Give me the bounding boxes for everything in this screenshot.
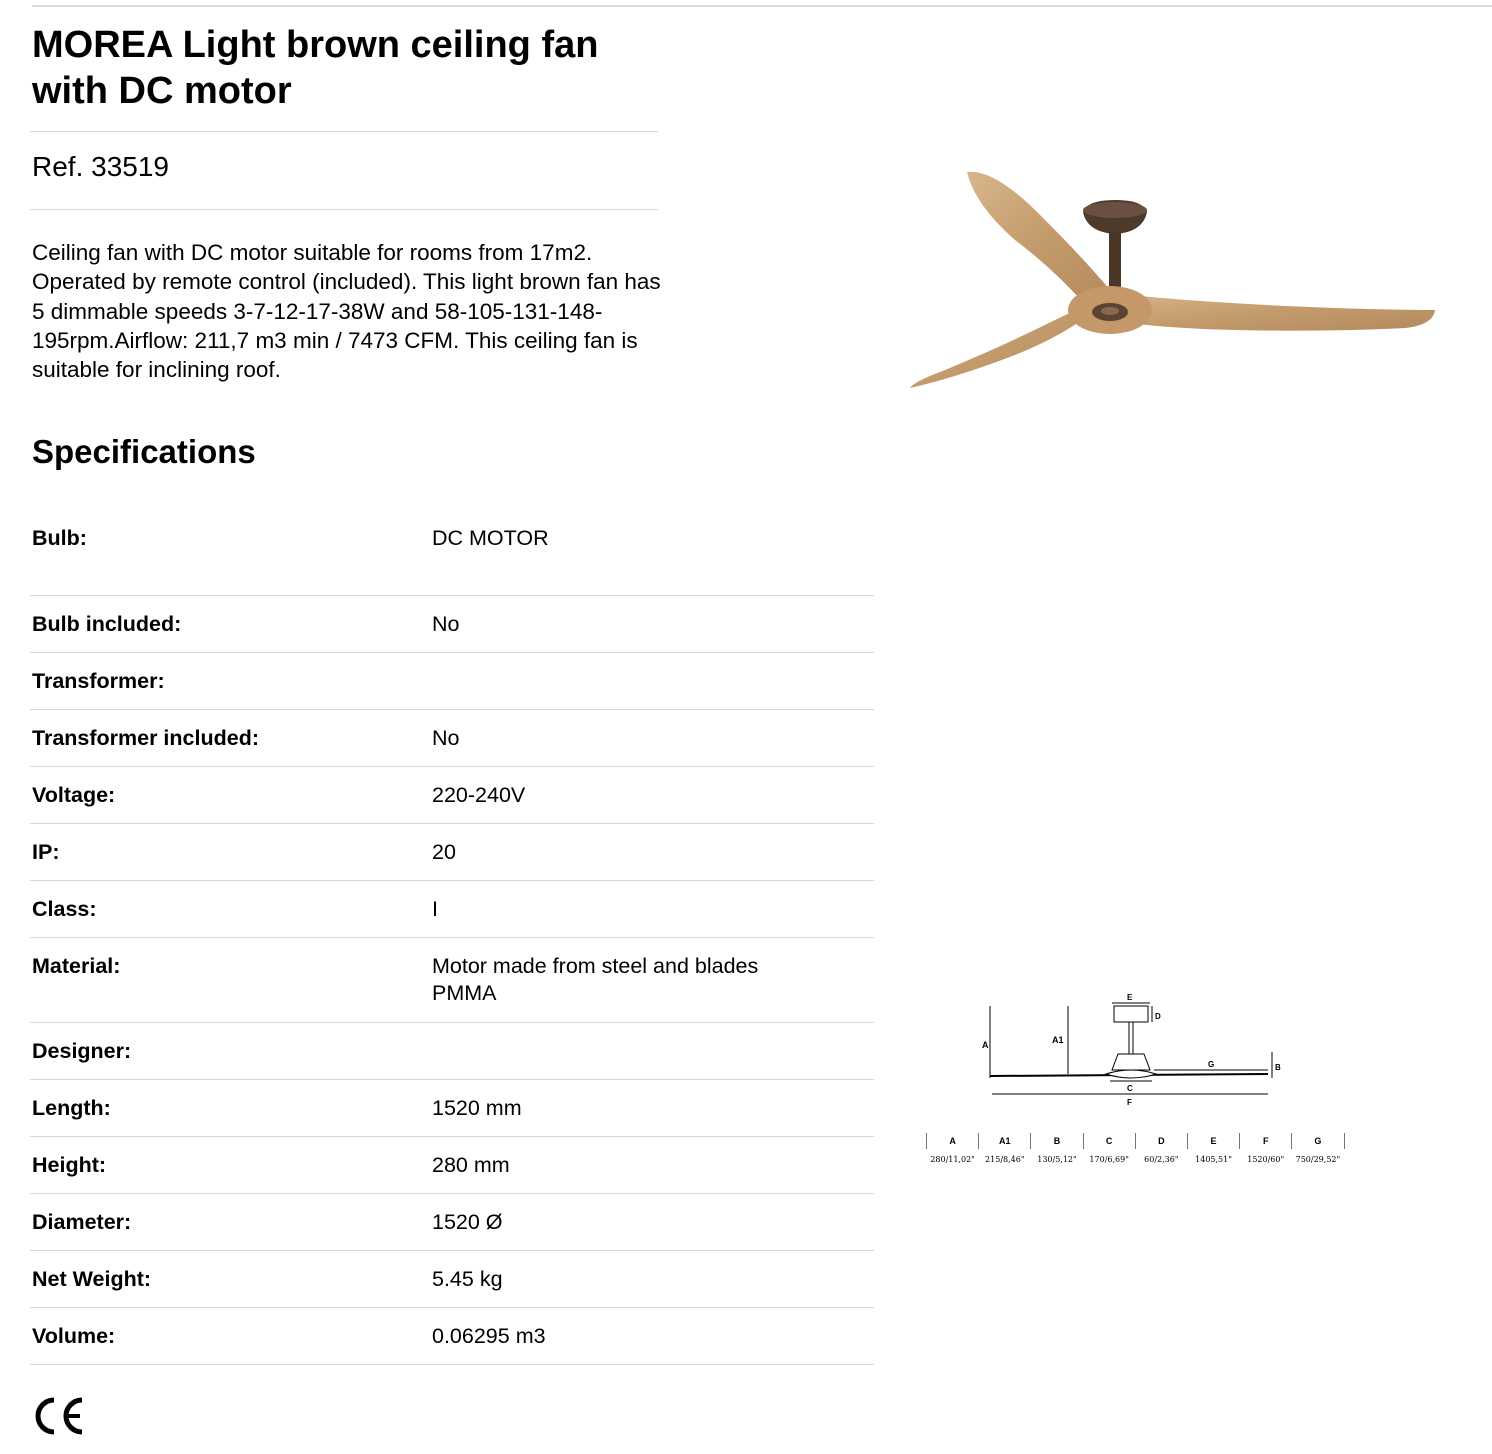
product-title: MOREA Light brown ceiling fan with DC motor [32, 24, 599, 112]
spec-value: 280 mm [432, 1153, 510, 1177]
spec-row-designer [30, 1023, 874, 1080]
spec-row-volume [30, 1308, 874, 1365]
spec-row-voltage [30, 767, 874, 824]
diagram-label-c: C [1127, 1084, 1133, 1093]
spec-label: Diameter: [32, 1210, 132, 1234]
diagram-label-e: E [1127, 993, 1133, 1002]
spec-row-net-weight [30, 1251, 874, 1308]
product-image [905, 160, 1445, 400]
spec-value: 20 [432, 840, 456, 864]
spec-label: Transformer: [32, 669, 165, 693]
spec-label: Net Weight: [32, 1267, 152, 1291]
dimension-key: F [1262, 1136, 1269, 1146]
spec-label: Transformer included: [32, 726, 259, 750]
diagram-label-b: B [1275, 1063, 1281, 1072]
spec-value: 5.45 kg [432, 1267, 503, 1291]
dimension-value: 280/11,02" [930, 1155, 975, 1164]
diagram-label-g: G [1208, 1060, 1215, 1069]
divider [30, 131, 658, 132]
dimension-cell [1187, 1133, 1239, 1164]
specifications-heading: Specifications [32, 433, 256, 470]
spec-label: Volume: [32, 1324, 116, 1348]
dimension-cell [926, 1133, 978, 1164]
spec-label: Designer: [32, 1039, 132, 1063]
spec-row-length [30, 1080, 874, 1137]
diagram-label-a: A [982, 1040, 989, 1050]
spec-row-bulb-included [30, 596, 874, 653]
dimension-key: A [949, 1136, 956, 1146]
dimension-key: E [1210, 1136, 1217, 1146]
spec-row-ip [30, 824, 874, 881]
spec-row-material [30, 938, 874, 1023]
spec-label: Bulb included: [32, 612, 182, 636]
spec-label: Length: [32, 1096, 111, 1120]
spec-label: Bulb: [32, 526, 87, 550]
dimension-cell [1239, 1133, 1291, 1164]
spec-value: No [432, 726, 460, 750]
dimension-key: G [1314, 1136, 1322, 1146]
spec-row-diameter [30, 1194, 874, 1251]
spec-value: 1520 Ø [432, 1210, 503, 1234]
spec-row-height [30, 1137, 874, 1194]
spec-value [432, 653, 874, 709]
diagram-label-f: F [1127, 1098, 1132, 1107]
top-divider [32, 5, 1492, 7]
specifications-table [30, 508, 874, 1365]
ce-mark-icon [30, 1396, 86, 1436]
dimension-cell [1030, 1133, 1082, 1164]
diagram-label-a1: A1 [1052, 1035, 1064, 1045]
spec-value [432, 1023, 874, 1079]
dimension-key: C [1105, 1136, 1113, 1146]
spec-row-class [30, 881, 874, 938]
spec-value: 1520 mm [432, 1096, 522, 1120]
dimension-table [926, 1133, 1345, 1164]
spec-label: IP: [32, 840, 60, 864]
product-reference: Ref. 33519 [32, 151, 169, 182]
spec-value: No [432, 612, 460, 636]
dimension-value: 1520/60" [1247, 1155, 1285, 1164]
product-description: Ceiling fan with DC motor suitable for rooms from 17m2. Operated by remote control (included). This light brown fan has 5 dimmable speeds 3-7-12-17-38W and 58-105-131-148-195rpm.Airflow: 211,7 m3 min / 7473 CFM. This ceiling fan is suitable for inclining roof. [32, 240, 661, 383]
spec-value: DC MOTOR [432, 526, 549, 550]
spec-label: Class: [32, 897, 97, 921]
dimension-value: 60/2,36" [1144, 1155, 1179, 1164]
dimension-diagram [920, 986, 1300, 1116]
spec-label: Material: [32, 954, 121, 978]
dimension-value: 1405,51" [1195, 1155, 1232, 1164]
dimension-value: 215/8,46" [985, 1155, 1025, 1164]
dimension-value: 130/5,12" [1037, 1155, 1077, 1164]
divider [30, 209, 658, 210]
spec-value: Motor made from steel and blades PMMA [432, 954, 759, 1005]
dimension-cell [1291, 1133, 1344, 1164]
spec-value: 220-240V [432, 783, 526, 807]
spec-row-transformer [30, 653, 874, 710]
dimension-value: 170/6,69" [1089, 1155, 1129, 1164]
spec-value: I [432, 897, 438, 921]
dimension-cell [1083, 1133, 1135, 1164]
spec-label: Voltage: [32, 783, 116, 807]
dimension-key: A1 [999, 1136, 1011, 1146]
spec-label: Height: [32, 1153, 107, 1177]
spec-row-bulb [30, 508, 874, 596]
dimension-key: B [1053, 1136, 1061, 1146]
spec-row-transformer-included [30, 710, 874, 767]
dimension-value: 750/29,52" [1295, 1155, 1341, 1164]
spec-value: 0.06295 m3 [432, 1324, 546, 1348]
dimension-key: D [1158, 1136, 1165, 1146]
diagram-label-d: D [1155, 1012, 1161, 1021]
dimension-cell [1135, 1133, 1187, 1164]
dimension-cell [978, 1133, 1030, 1164]
